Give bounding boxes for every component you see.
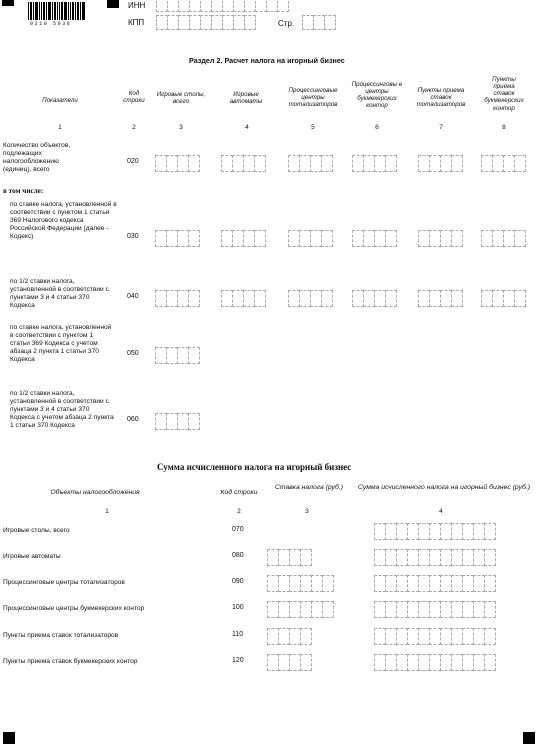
sum-row-090-amount-field[interactable] — [374, 575, 495, 592]
row-050-code: 050 — [127, 350, 139, 357]
sum-row-110-rate-field[interactable] — [267, 628, 311, 645]
row-030-indicator: по ставке налога, установленной в соответствии с пунктом 1 статьи 369 Налогового кодекса Российской Федерации (далее - Кодекс) — [10, 201, 117, 240]
input-cell[interactable] — [514, 155, 526, 172]
sum-row-110-amount-field[interactable] — [374, 628, 495, 645]
col-number-6: 6 — [375, 124, 379, 131]
row-040-bookmaker-centers-field[interactable] — [352, 290, 396, 307]
input-cell[interactable] — [322, 601, 334, 618]
input-cell[interactable] — [385, 290, 397, 307]
input-cell[interactable] — [188, 413, 200, 430]
section2-title: Раздел 2. Расчет налога на игорный бизнес — [189, 56, 345, 65]
col-number-8: 8 — [502, 124, 506, 131]
input-cell[interactable] — [514, 230, 526, 247]
corner-marker-top-left — [2, 0, 14, 6]
col-header-machines: Игровые автоматы — [229, 91, 263, 106]
row-030-totalizator-centers-field[interactable] — [288, 230, 332, 247]
sum-col-header-code: Код строки — [220, 489, 258, 496]
row-030-machines-field[interactable] — [221, 230, 265, 247]
col-number-7: 7 — [439, 124, 443, 131]
barcode-number: 0210 5038 — [30, 21, 72, 27]
sum-row-120-rate-field[interactable] — [267, 654, 311, 671]
input-cell[interactable] — [300, 628, 312, 645]
row-040-code: 040 — [127, 293, 139, 300]
row-050-tables-field[interactable] — [155, 347, 199, 364]
input-cell[interactable] — [451, 290, 463, 307]
row-030-bookmaker-points-field[interactable] — [481, 230, 525, 247]
sum-row-080-amount-field[interactable] — [374, 549, 495, 566]
sum-row-110-code: 110 — [232, 631, 244, 638]
col-number-5: 5 — [311, 124, 315, 131]
row-060-tables-field[interactable] — [155, 413, 199, 430]
col-number-1: 1 — [58, 124, 62, 131]
row-020-code: 020 — [127, 158, 139, 165]
row-030-tables-field[interactable] — [155, 230, 199, 247]
row-040-bookmaker-points-field[interactable] — [481, 290, 525, 307]
input-cell[interactable] — [385, 230, 397, 247]
row-020-totalizator-centers-field[interactable] — [288, 155, 332, 172]
sum-col-header-amount: Сумма исчисленного налога на игорный бизнес (руб.) — [358, 484, 530, 491]
sum-row-080-rate-field[interactable] — [267, 549, 311, 566]
col-header-tables: Игровые столы, всего — [156, 91, 206, 106]
kpp-label: КПП — [128, 18, 145, 27]
input-cell[interactable] — [188, 347, 200, 364]
col-header-code: Код строки — [123, 90, 145, 105]
col-header-totalizator-centers: Процессинговые центры тотализаторов — [288, 87, 338, 109]
input-cell[interactable] — [188, 290, 200, 307]
row-040-tables-field[interactable] — [155, 290, 199, 307]
col-number-3: 3 — [179, 124, 183, 131]
sum-row-100-code: 100 — [232, 604, 244, 611]
input-cell[interactable] — [324, 15, 336, 30]
input-cell[interactable] — [321, 230, 333, 247]
row-060-indicator: по 1/2 ставки налога, установленной в соответствии с пунктами 3 и 4 статьи 370 Кодекса с учетом абзаца 2 пункта 1 статьи 370 Кодекса — [10, 390, 114, 429]
input-cell[interactable] — [484, 601, 496, 618]
input-cell[interactable] — [321, 155, 333, 172]
sum-row-080-object: Игровые автоматы — [3, 553, 61, 560]
input-cell[interactable] — [514, 290, 526, 307]
row-020-totalizator-points-field[interactable] — [418, 155, 462, 172]
col-header-bookmaker-points: Пункты приема ставок букмекерских контор — [484, 76, 524, 112]
sum-row-120-amount-field[interactable] — [374, 654, 495, 671]
col-header-totalizator-points: Пункты приема ставок тотализаторов — [416, 87, 466, 109]
col-header-indicator: Показатели — [42, 97, 78, 104]
input-cell[interactable] — [484, 628, 496, 645]
page-number-field[interactable] — [302, 15, 335, 30]
sum-row-090-object: Процессинговые центры тотализаторов — [3, 579, 125, 586]
input-cell[interactable] — [254, 155, 266, 172]
input-cell[interactable] — [484, 654, 496, 671]
corner-marker-bottom-left — [3, 732, 15, 744]
corner-marker-top-mid — [107, 0, 119, 8]
sum-row-120-object: Пункты приема ставок букмекерских контор — [3, 658, 138, 665]
input-cell[interactable] — [188, 230, 200, 247]
input-cell[interactable] — [451, 155, 463, 172]
sum-row-070-code: 070 — [232, 526, 244, 533]
sum-col-number-1: 1 — [105, 508, 109, 515]
page-label: Стр. — [278, 19, 295, 28]
row-030-bookmaker-centers-field[interactable] — [352, 230, 396, 247]
barcode — [28, 0, 88, 20]
sum-row-090-rate-field[interactable] — [267, 575, 333, 592]
input-cell[interactable] — [277, 0, 289, 12]
row-020-tables-field[interactable] — [155, 155, 199, 172]
sum-row-100-rate-field[interactable] — [267, 601, 333, 618]
col-header-bookmaker-centers: Процессинговы е центры букмекерских контор — [351, 81, 403, 110]
sum-row-120-code: 120 — [232, 657, 244, 664]
row-040-totalizator-points-field[interactable] — [418, 290, 462, 307]
row-040-machines-field[interactable] — [221, 290, 265, 307]
row-020-bookmaker-points-field[interactable] — [481, 155, 525, 172]
sum-col-number-2: 2 — [237, 508, 241, 515]
in-that-number-label: в том числе: — [3, 187, 44, 195]
kpp-field[interactable] — [156, 15, 255, 30]
input-cell[interactable] — [244, 15, 256, 30]
input-cell[interactable] — [254, 290, 266, 307]
row-020-machines-field[interactable] — [221, 155, 265, 172]
corner-marker-bottom-right — [523, 732, 535, 744]
input-cell[interactable] — [451, 230, 463, 247]
sum-row-090-code: 090 — [232, 578, 244, 585]
sum-row-100-amount-field[interactable] — [374, 601, 495, 618]
sum-col-header-rate: Ставка налога (руб.) — [274, 484, 344, 491]
sum-col-number-4: 4 — [439, 508, 443, 515]
row-030-code: 030 — [127, 233, 139, 240]
row-020-bookmaker-centers-field[interactable] — [352, 155, 396, 172]
col-number-2: 2 — [132, 124, 136, 131]
sum-row-100-object: Процессинговые центры букмекерских контор — [3, 605, 145, 612]
row-020-indicator: Количество объектов, подлежащих налогообложению (единиц), всего — [3, 142, 71, 173]
inn-field[interactable] — [156, 0, 288, 12]
input-cell[interactable] — [385, 155, 397, 172]
col-number-4: 4 — [245, 124, 249, 131]
input-cell[interactable] — [484, 549, 496, 566]
input-cell[interactable] — [484, 575, 496, 592]
inn-label: ИНН — [128, 1, 146, 10]
sum-col-header-objects: Объекты налогообложения — [50, 489, 140, 496]
row-030-totalizator-points-field[interactable] — [418, 230, 462, 247]
row-060-code: 060 — [127, 416, 139, 423]
sum-row-070-object: Игровые столы, всего — [3, 527, 70, 534]
sum-col-number-3: 3 — [305, 508, 309, 515]
sum-row-070-amount-field[interactable] — [374, 523, 495, 540]
row-040-totalizator-centers-field[interactable] — [288, 290, 332, 307]
input-cell[interactable] — [484, 523, 496, 540]
sum-row-080-code: 080 — [232, 552, 244, 559]
input-cell[interactable] — [300, 654, 312, 671]
sum-section-title: Сумма исчисленного налога на игорный бизнес — [157, 462, 352, 472]
input-cell[interactable] — [188, 155, 200, 172]
input-cell[interactable] — [300, 549, 312, 566]
sum-row-110-object: Пункты приема ставок тотализаторов — [3, 632, 119, 639]
row-050-indicator: по ставке налога, установленной в соответствии с пунктом 1 статьи 369 Кодекса с учетом абзаца 2 пункта 1 статьи 370 Кодекса — [10, 324, 112, 363]
input-cell[interactable] — [321, 290, 333, 307]
row-040-indicator: по 1/2 ставки налога, установленной в соответствии с пунктами 3 и 4 статьи 370 Кодекса — [10, 278, 109, 309]
input-cell[interactable] — [254, 230, 266, 247]
input-cell[interactable] — [322, 575, 334, 592]
